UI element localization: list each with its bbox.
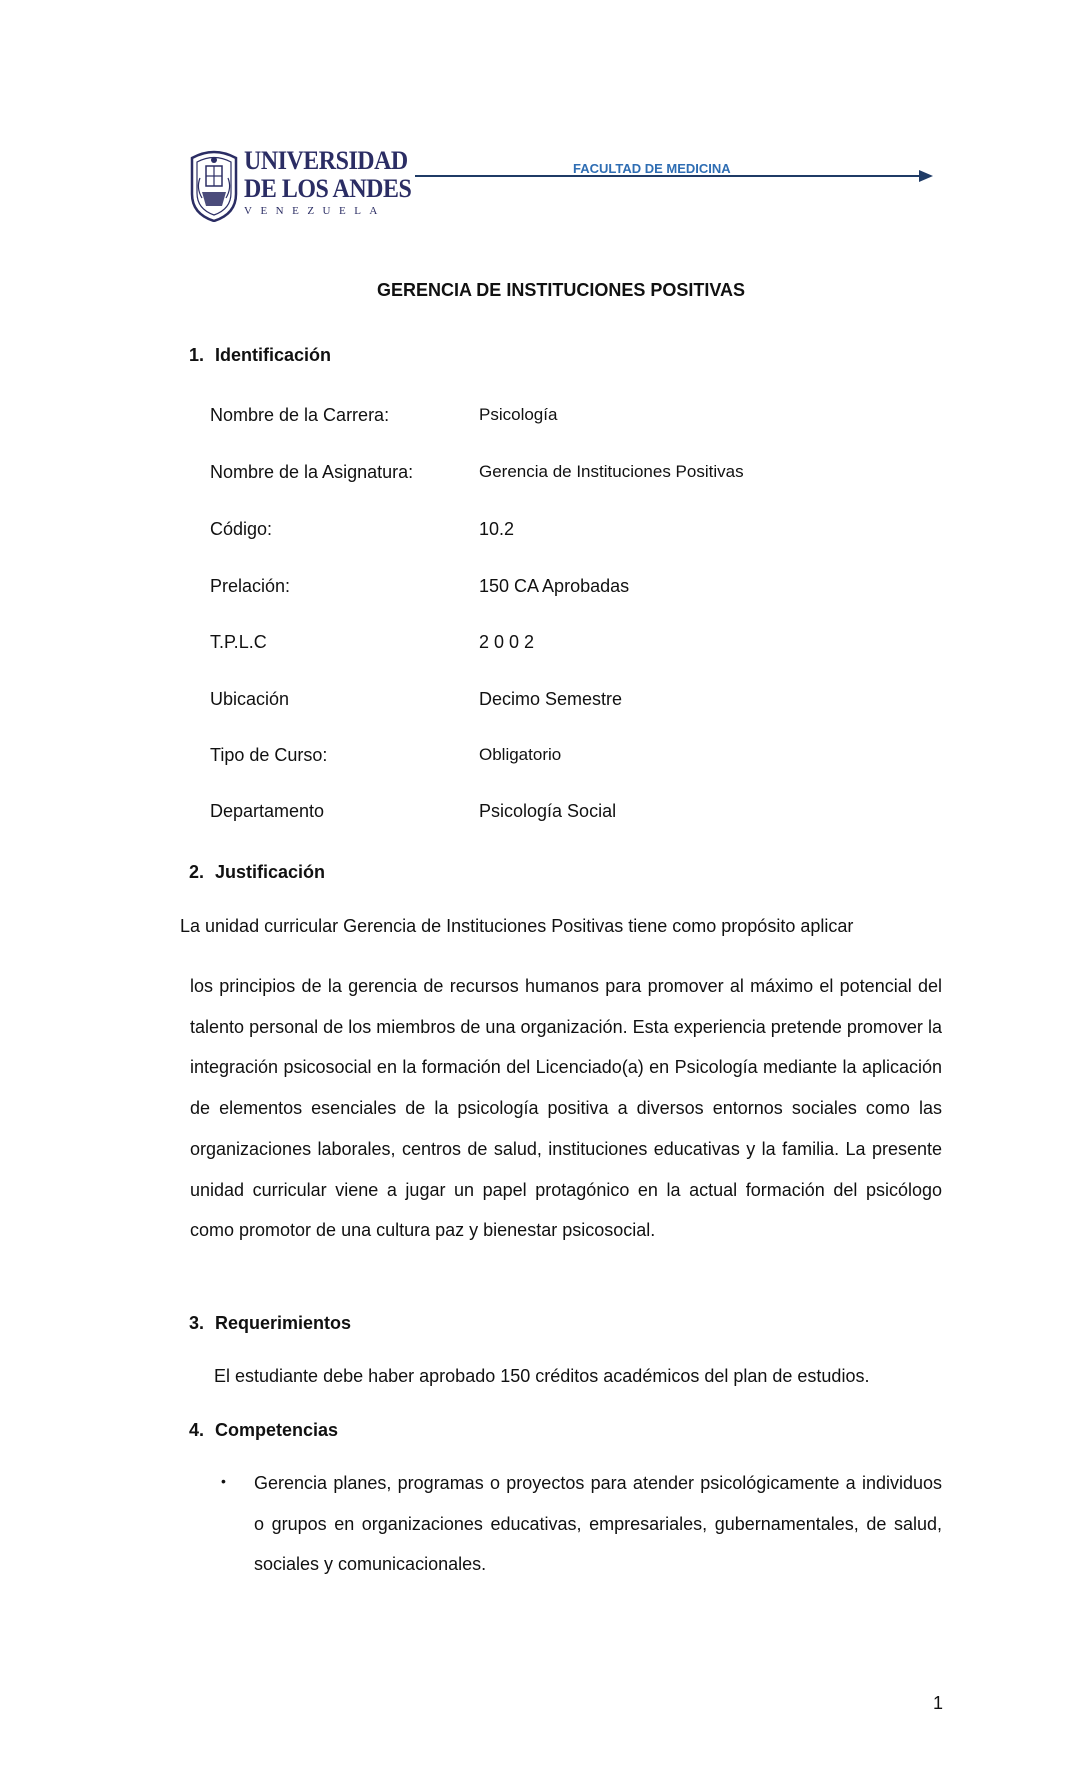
section-number: 4. xyxy=(189,1420,205,1440)
logo-wordmark xyxy=(244,146,412,217)
field-label: T.P.L.C xyxy=(210,632,267,652)
field-label: Ubicación xyxy=(210,689,290,709)
section-number: 1. xyxy=(189,345,205,365)
field-value: Gerencia de Instituciones Positivas xyxy=(479,462,744,481)
section-number: 2. xyxy=(189,862,205,882)
justification-first-line: La unidad curricular Gerencia de Instituciones Positivas tiene como propósito aplicar xyxy=(180,916,854,936)
field-value: 150 CA Aprobadas xyxy=(479,576,630,596)
section-heading-justification xyxy=(189,862,325,883)
field-value: Psicología xyxy=(479,405,558,424)
field-label: Nombre de la Carrera: xyxy=(210,405,390,425)
field-label: Prelación: xyxy=(210,576,291,596)
field-value: Psicología Social xyxy=(479,801,617,821)
justification-paragraph: los principios de la gerencia de recursos humanos para promover al máximo el potencial del talento personal de los miembros de una organización. Esta experiencia pretende promover la integración psicosocial en la formación del Licenciado(a) en Psicología mediante la aplicación de elementos esenciales de la psicología positiva a diversos entornos sociales como las organizaciones laborales, centros de salud, instituciones educativas y la familia. La presente unidad curricular viene a jugar un papel protagónico en la actual formación del psicólogo como promotor de una cultura paz y bienestar psicosocial. xyxy=(190,976,942,1241)
field-value: 10.2 xyxy=(479,519,515,539)
competency-item xyxy=(254,1473,942,1598)
section-number: 3. xyxy=(189,1313,205,1333)
field-value: 2 0 0 2 xyxy=(479,632,535,652)
bullet-icon: • xyxy=(221,1473,226,1489)
competency-text: Gerencia planes, programas o proyectos para atender psicológicamente a individuos o grupos en organizaciones educativas, empresariales, gubernamentales, de salud, sociales y comunicacionales. xyxy=(254,1473,942,1575)
faculty-label: FACULTAD DE MEDICINA xyxy=(573,161,731,176)
university-seal-icon xyxy=(188,148,240,222)
university-logo xyxy=(188,146,412,224)
section-title: Identificación xyxy=(215,345,332,365)
header-arrow-icon xyxy=(415,169,935,183)
field-label: Departamento xyxy=(210,801,325,821)
section-title: Competencias xyxy=(215,1420,339,1440)
document-title: GERENCIA DE INSTITUCIONES POSITIVAS xyxy=(376,280,746,300)
field-label: Tipo de Curso: xyxy=(210,745,328,765)
logo-line-1: UNIVERSIDAD xyxy=(244,146,408,175)
logo-line-2: DE LOS ANDES xyxy=(244,174,412,203)
field-value: Obligatorio xyxy=(479,745,562,764)
page-number: 1 xyxy=(933,1693,944,1713)
requirements-text: El estudiante debe haber aprobado 150 créditos académicos del plan de estudios. xyxy=(214,1366,870,1386)
field-label: Nombre de la Asignatura: xyxy=(210,462,414,482)
section-heading-requirements xyxy=(189,1313,351,1334)
section-title: Requerimientos xyxy=(215,1313,352,1333)
logo-line-3: VENEZUELA xyxy=(244,205,386,217)
section-heading-competencies xyxy=(189,1420,338,1441)
section-heading-identification xyxy=(189,345,331,366)
field-label: Código: xyxy=(210,519,273,539)
field-value: Decimo Semestre xyxy=(479,689,623,709)
section-title: Justificación xyxy=(215,862,326,882)
